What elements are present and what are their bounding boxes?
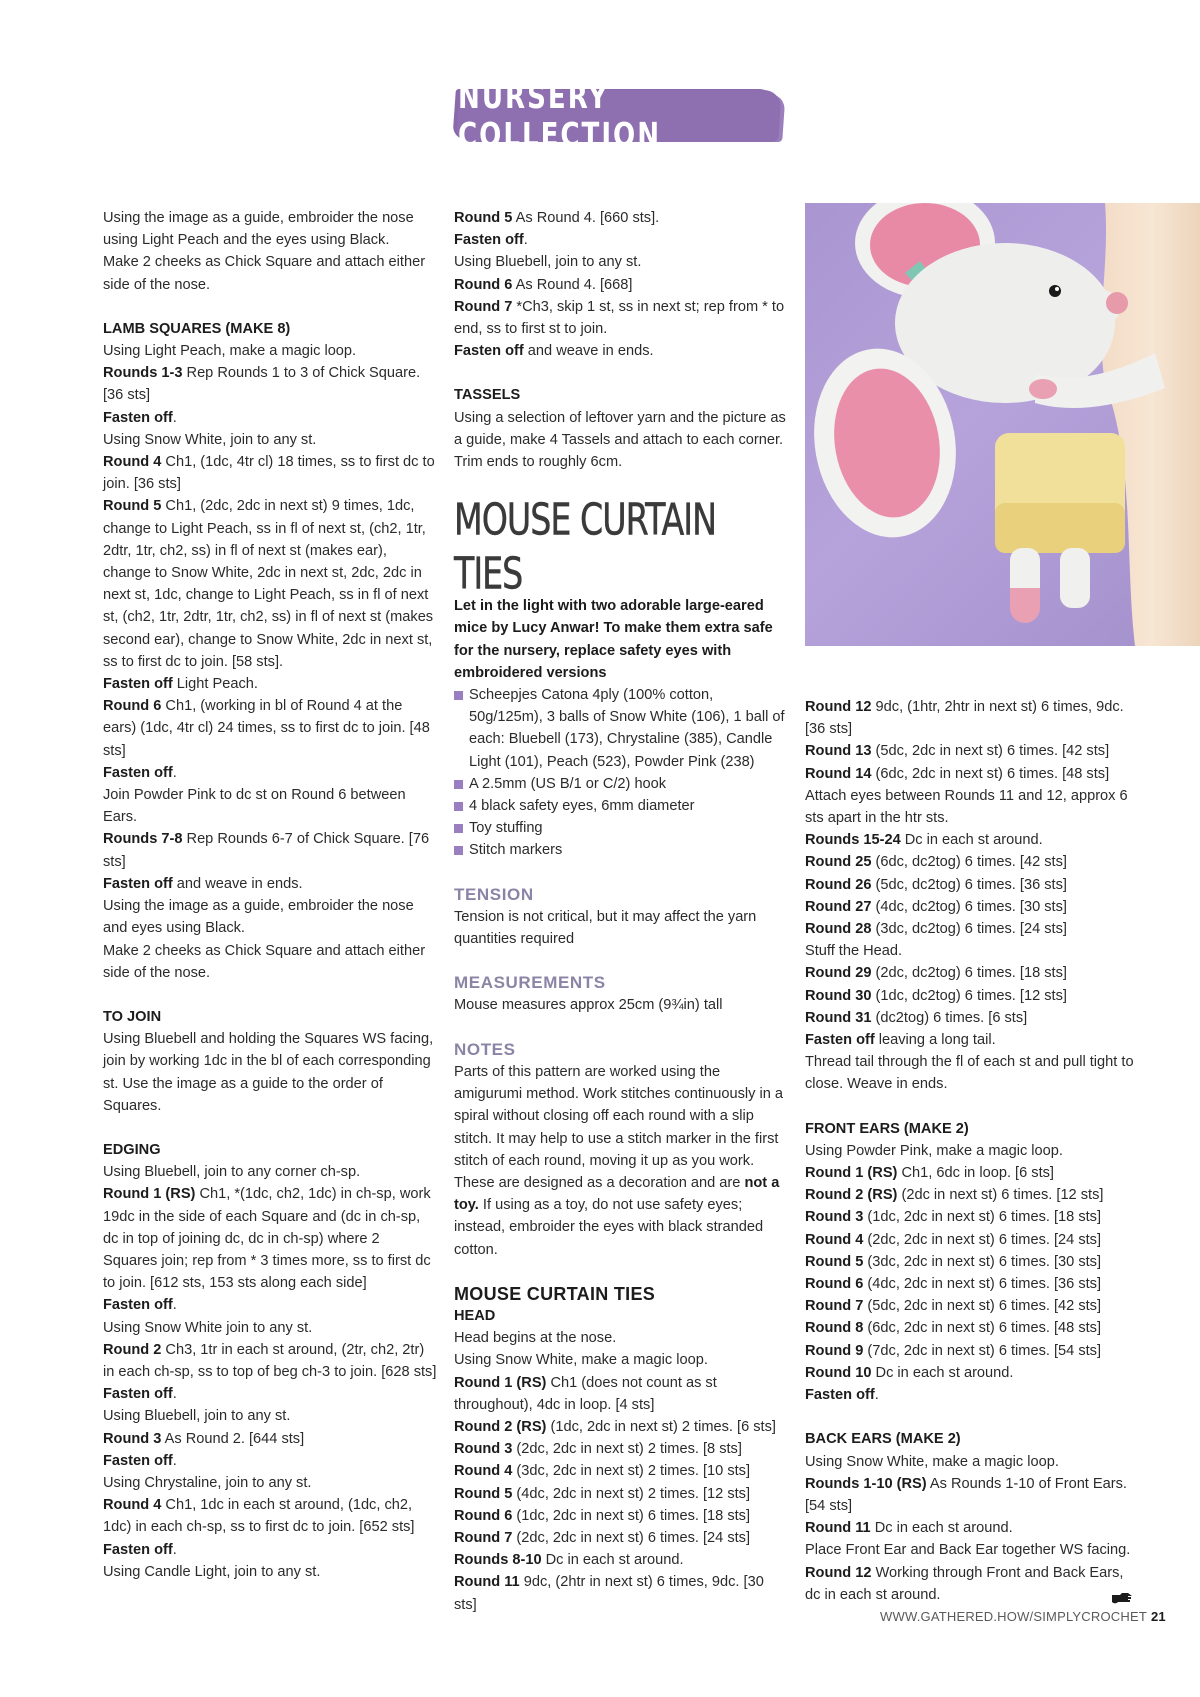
bold-label: Round 1 (RS) — [805, 1165, 898, 1182]
instruction — [805, 829, 1140, 851]
instruction — [805, 1029, 1140, 1051]
instruction — [805, 1317, 1140, 1339]
text-span: (1dc, 2dc in next st) 6 times. [18 sts] — [863, 1209, 1102, 1226]
paragraph: Using Snow White, make a magic loop. — [805, 1453, 1059, 1470]
bold-label: Round 6 — [454, 276, 513, 293]
text-span: As Round 4. [668] — [512, 276, 633, 293]
bold-label: Round 13 — [805, 743, 872, 760]
bold-label: Round 5 — [454, 210, 513, 226]
instruction — [454, 1416, 789, 1438]
text-span: (3dc, dc2tog) 6 times. [24 sts] — [871, 921, 1067, 938]
paragraph: Using Candle Light, join to any st. — [103, 1563, 321, 1580]
bold-label: Round 9 — [805, 1342, 864, 1359]
paragraph — [454, 1061, 789, 1261]
text-span: Dc in each st around. — [871, 1364, 1014, 1381]
instruction — [805, 1340, 1140, 1362]
instruction — [454, 1571, 789, 1615]
instruction — [805, 896, 1140, 918]
paragraph: Using Bluebell, join to any st. — [103, 1408, 291, 1425]
text-span: Rep Rounds 1 to 3 of Chick Square. [36 sts] — [103, 365, 421, 404]
instruction — [454, 229, 789, 251]
instruction — [805, 763, 1140, 785]
page-footer — [880, 1609, 1166, 1624]
text-span: (4dc, dc2tog) 6 times. [30 sts] — [871, 898, 1067, 915]
text-span: leaving a long tail. — [874, 1032, 996, 1049]
section-heading-edging: EDGING — [103, 1141, 161, 1158]
text-span: (2dc in next st) 6 times. [12 sts] — [897, 1187, 1104, 1204]
bold-label: Round 29 — [805, 965, 872, 982]
text-span: (7dc, 2dc in next st) 6 times. [54 sts] — [863, 1342, 1102, 1359]
text-span: Working through Front and Back Ears, dc in each st around. — [805, 1564, 1124, 1603]
bold-label: Round 5 — [454, 1485, 513, 1502]
bold-label: Fasten off — [103, 1452, 173, 1469]
bold-label: Fasten off — [103, 875, 173, 892]
text-span: *Ch3, skip 1 st, ss in next st; rep from * to end, ss to first st to join. — [454, 298, 785, 338]
text-span: Rep Rounds 6-7 of Chick Square. [76 sts] — [103, 831, 430, 870]
bold-label: Round 6 — [805, 1276, 864, 1293]
instruction — [805, 1473, 1140, 1517]
instruction — [805, 918, 1140, 940]
instruction — [805, 1162, 1140, 1184]
instruction — [805, 851, 1140, 873]
text-span: (6dc, 2dc in next st) 6 times. [48 sts] — [863, 1320, 1102, 1337]
text-span: 9dc, (2htr in next st) 6 times, 9dc. [30 sts] — [454, 1574, 764, 1613]
instruction — [103, 762, 438, 784]
instruction — [454, 207, 789, 229]
paragraph: Stuff the Head. — [805, 943, 903, 960]
text-span: Ch1, 1dc in each st around, (1dc, ch2, 1dc) in each ch-sp, ss to first dc to join. [652 sts] — [103, 1497, 415, 1536]
instruction — [805, 1517, 1140, 1539]
text-span: (2dc, dc2tog) 6 times. [18 sts] — [871, 965, 1067, 982]
instruction — [454, 1527, 789, 1549]
text-span: As Round 2. [644 sts] — [161, 1430, 305, 1447]
bold-label: Fasten off — [454, 343, 524, 360]
page-number: 21 — [1150, 1609, 1166, 1624]
bold-label: Round 14 — [805, 765, 872, 782]
bold-label: Rounds 1-3 — [103, 365, 183, 382]
text-span: Dc in each st around. — [541, 1552, 684, 1569]
paragraph: Tension is not critical, but it may affect the yarn quantities required — [454, 908, 757, 948]
paragraph: Thread tail through the fl of each st and pull tight to close. Weave in ends. — [805, 1054, 1134, 1093]
bold-label: Rounds 1-10 (RS) — [805, 1475, 927, 1492]
bold-label: Round 3 — [805, 1209, 864, 1226]
instruction — [805, 1007, 1140, 1029]
text-span: Parts of this pattern are worked using the amigurumi method. Work stitches continuously in a spiral without closing off each round with a slip stitch. It may help to use a stitch marker in the first stitch of each round, moving it up as you work. These are designed as a decoration and are — [454, 1063, 784, 1191]
instruction — [103, 695, 438, 762]
paragraph: Place Front Ear and Back Ear together WS facing. — [805, 1542, 1131, 1559]
bold-label: Round 1 (RS) — [103, 1186, 196, 1203]
text-span: . — [874, 1387, 879, 1404]
text-span: Dc in each st around. — [870, 1520, 1013, 1537]
paragraph: Using Bluebell, join to any corner ch-sp. — [103, 1164, 361, 1181]
instruction — [103, 495, 438, 673]
instruction — [454, 1483, 789, 1505]
text-span: Dc in each st around. — [900, 832, 1043, 849]
text-span: . — [523, 232, 528, 249]
text-span: (4dc, 2dc in next st) 6 times. [36 sts] — [863, 1276, 1102, 1293]
instruction — [103, 1428, 438, 1450]
list-item: A 2.5mm (US B/1 or C/2) hook — [454, 773, 789, 795]
paragraph: Using Bluebell and holding the Squares WS facing, join by working 1dc in the bl of each corresponding st. Use the image as a guide to the order of Squares. — [103, 1031, 434, 1114]
section-heading-tension: TENSION — [454, 884, 534, 904]
bold-label: Fasten off — [103, 764, 173, 781]
section-heading-notes: NOTES — [454, 1039, 516, 1059]
paragraph: Using Bluebell, join to any st. — [454, 254, 642, 271]
bold-label: Rounds 7-8 — [103, 831, 183, 848]
text-span: 9dc, (1htr, 2htr in next st) 6 times, 9dc. [36 sts] — [805, 699, 1124, 738]
text-span: (3dc, 2dc in next st) 6 times. [30 sts] — [863, 1253, 1102, 1270]
instruction — [805, 1273, 1140, 1295]
bold-label: Fasten off — [805, 1387, 875, 1404]
bold-label: Round 3 — [454, 1441, 513, 1458]
text-span: Light Peach. — [172, 676, 258, 693]
bold-label: Round 12 — [805, 1564, 872, 1581]
bold-label: Fasten off — [103, 1297, 173, 1314]
text-span: (3dc, 2dc in next st) 2 times. [10 sts] — [512, 1463, 751, 1480]
bold-label: Round 2 (RS) — [805, 1187, 898, 1204]
text-span: and weave in ends. — [523, 343, 654, 360]
paragraph: Using Light Peach, make a magic loop. — [103, 343, 357, 360]
text-span: (4dc, 2dc in next st) 2 times. [12 sts] — [512, 1485, 751, 1502]
paragraph: Using Chrystaline, join to any st. — [103, 1474, 312, 1491]
column-left — [103, 207, 438, 1583]
text-span: (2dc, 2dc in next st) 6 times. [24 sts] — [512, 1529, 751, 1546]
instruction — [805, 696, 1140, 740]
text-span: Ch1, *(1dc, ch2, 1dc) in ch-sp, work 19dc in the side of each Square and (dc in ch-sp, dc in top of joining dc, dc in ch-sp) where 2 Squares join; rep from * 3 times more, ss to first dc to join. [612 sts, 153 sts along each side] — [103, 1186, 431, 1292]
instruction — [103, 1339, 438, 1383]
bold-label: Round 7 — [805, 1298, 864, 1315]
bold-label: Round 7 — [454, 1529, 513, 1546]
bold-label: Round 1 (RS) — [454, 1374, 547, 1391]
instruction — [103, 873, 438, 895]
instruction — [805, 1295, 1140, 1317]
instruction — [103, 1183, 438, 1294]
paragraph: Head begins at the nose. — [454, 1330, 617, 1347]
bold-label: Round 5 — [103, 498, 162, 515]
paragraph: Using Snow White, join to any st. — [103, 431, 317, 448]
section-banner — [458, 77, 780, 155]
list-item: 4 black safety eyes, 6mm diameter — [454, 795, 789, 817]
instruction — [103, 673, 438, 695]
footer-url: WWW.GATHERED.HOW/SIMPLYCROCHET — [880, 1609, 1147, 1624]
bold-label: Round 11 — [454, 1574, 520, 1591]
text-span: (6dc, 2dc in next st) 6 times. [48 sts] — [871, 765, 1110, 782]
instruction — [805, 1251, 1140, 1273]
bold-label: Round 11 — [805, 1520, 871, 1537]
section-heading-tassels: TASSELS — [454, 387, 521, 404]
paragraph: Using the image as a guide, embroider the nose using Light Peach and the eyes using Black. — [103, 210, 414, 249]
instruction — [805, 1206, 1140, 1228]
instruction — [454, 340, 789, 362]
text-span: (5dc, 2dc in next st) 6 times. [42 sts] — [871, 743, 1110, 760]
list-item: Toy stuffing — [454, 817, 789, 839]
section-heading-measurements: MEASUREMENTS — [454, 973, 606, 993]
text-span: Ch1, (1dc, 4tr cl) 18 times, ss to first dc to join. [36 sts] — [103, 454, 435, 493]
bold-label: Round 4 — [103, 454, 162, 471]
materials-list — [454, 684, 789, 862]
instruction — [805, 962, 1140, 984]
bold-label: Fasten off — [103, 1541, 173, 1558]
bold-label: Round 28 — [805, 921, 872, 938]
bold-label: Round 10 — [805, 1364, 872, 1381]
bold-label: Fasten off — [103, 409, 173, 426]
instruction — [454, 296, 789, 340]
subheading-head: HEAD — [454, 1307, 496, 1324]
section-heading-join: TO JOIN — [103, 1008, 162, 1025]
text-span: . — [172, 1297, 177, 1314]
instruction — [805, 1384, 1140, 1406]
section-heading-lamb: LAMB SQUARES (MAKE 8) — [103, 320, 291, 337]
text-span: (2dc, 2dc in next st) 6 times. [24 sts] — [863, 1231, 1102, 1248]
bold-label: Fasten off — [454, 232, 524, 249]
instruction — [103, 1539, 438, 1561]
instruction — [805, 1562, 1140, 1606]
section-heading-front-ears: FRONT EARS (MAKE 2) — [805, 1120, 969, 1137]
paragraph: Join Powder Pink to dc st on Round 6 between Ears. — [103, 787, 406, 826]
paragraph: Using the image as a guide, embroider the nose and eyes using Black. — [103, 898, 414, 937]
bold-label: Round 6 — [103, 698, 162, 715]
text-span: Ch3, 1tr in each st around, (2tr, ch2, 2tr) in each ch-sp, ss to top of beg ch-3 to join. [628 sts] — [103, 1341, 437, 1380]
text-span: (dc2tog) 6 times. [6 sts] — [871, 1009, 1028, 1026]
text-span: . — [172, 1541, 177, 1558]
instruction — [454, 1372, 789, 1416]
bold-label: Round 6 — [454, 1507, 513, 1524]
instruction — [454, 1549, 789, 1571]
text-span: As Round 4. [660 sts]. — [512, 210, 660, 226]
paragraph: Using Snow White join to any st. — [103, 1319, 313, 1336]
instruction — [454, 1460, 789, 1482]
instruction — [805, 740, 1140, 762]
section-heading-mouse: MOUSE CURTAIN TIES — [454, 1283, 656, 1304]
banner-title: NURSERY COLLECTION — [458, 77, 662, 155]
instruction — [103, 828, 438, 872]
text-span: Ch1, 6dc in loop. [6 sts] — [897, 1165, 1054, 1182]
list-item: Scheepjes Catona 4ply (100% cotton, 50g/125m), 3 balls of Snow White (106), 1 ball of each: Bluebell (173), Chrystaline (385), Candle Light (101), Peach (523), Powder Pink (238) — [454, 684, 789, 773]
bold-label: Round 27 — [805, 898, 872, 915]
bold-label: Round 5 — [805, 1253, 864, 1270]
bold-label: Round 25 — [805, 854, 872, 871]
text-span: . — [172, 409, 177, 426]
instruction — [454, 274, 789, 296]
text-span: . — [172, 1386, 177, 1403]
bold-label: Round 4 — [454, 1463, 513, 1480]
bold-label: Round 31 — [805, 1009, 872, 1026]
paragraph: Attach eyes between Rounds 11 and 12, approx 6 sts apart in the htr sts. — [805, 787, 1128, 827]
column-middle — [454, 207, 789, 1616]
section-heading-back-ears: BACK EARS (MAKE 2) — [805, 1431, 961, 1448]
text-span: (5dc, dc2tog) 6 times. [36 sts] — [871, 876, 1067, 893]
bold-label: Fasten off — [103, 1386, 173, 1403]
paragraph: Make 2 cheeks as Chick Square and attach either side of the nose. — [103, 942, 426, 981]
text-span: (1dc, 2dc in next st) 6 times. [18 sts] — [512, 1507, 751, 1524]
pattern-intro: Let in the light with two adorable large-eared mice by Lucy Anwar! To make them extra safe for the nursery, replace safety eyes with embroidered versions — [454, 598, 773, 681]
text-span: and weave in ends. — [172, 875, 303, 892]
mouse-photo — [805, 203, 1200, 646]
pattern-title: MOUSE CURTAIN TIES — [454, 494, 717, 600]
bold-label: Fasten off — [805, 1032, 875, 1049]
bold-label: Round 7 — [454, 298, 513, 315]
instruction — [103, 407, 438, 429]
instruction — [103, 1494, 438, 1538]
mouse-illustration — [805, 203, 1200, 646]
bold-label: Rounds 8-10 — [454, 1552, 542, 1569]
instruction — [805, 874, 1140, 896]
text-span: If using as a toy, do not use safety eyes; instead, embroider the eyes with black stranded cotton. — [454, 1197, 764, 1258]
paragraph: Using Snow White, make a magic loop. — [454, 1352, 708, 1369]
bold-label: Round 2 (RS) — [454, 1418, 547, 1435]
text-span: (6dc, dc2tog) 6 times. [42 sts] — [871, 854, 1067, 871]
bold-label: Round 3 — [103, 1430, 162, 1447]
bold-label: Round 12 — [805, 699, 872, 715]
bold-label: Round 26 — [805, 876, 872, 893]
text-span: (5dc, 2dc in next st) 6 times. [42 sts] — [863, 1298, 1102, 1315]
bold-label: Rounds 15-24 — [805, 832, 901, 849]
instruction — [103, 362, 438, 406]
text-span: (2dc, 2dc in next st) 2 times. [8 sts] — [512, 1441, 742, 1458]
bold-label: Round 2 — [103, 1341, 162, 1358]
list-item: Stitch markers — [454, 839, 789, 861]
instruction — [103, 1383, 438, 1405]
instruction — [103, 1450, 438, 1472]
instruction — [103, 451, 438, 495]
instruction — [103, 1294, 438, 1316]
paragraph: Using Powder Pink, make a magic loop. — [805, 1142, 1063, 1159]
bold-label: Fasten off — [103, 676, 173, 693]
pointing-hand-icon — [1112, 1592, 1134, 1604]
instruction — [805, 1229, 1140, 1251]
text-span: (1dc, dc2tog) 6 times. [12 sts] — [871, 987, 1067, 1004]
instruction — [454, 1505, 789, 1527]
text-span: . — [172, 1452, 177, 1469]
bold-label: Round 4 — [805, 1231, 864, 1248]
text-span: (1dc, 2dc in next st) 2 times. [6 sts] — [546, 1418, 776, 1435]
paragraph: Make 2 cheeks as Chick Square and attach either side of the nose. — [103, 254, 426, 293]
bold-label: Round 4 — [103, 1497, 162, 1514]
bold-label: Round 8 — [805, 1320, 864, 1337]
text-span: Ch1 (does not count as st throughout), 4dc in loop. [4 sts] — [454, 1374, 717, 1413]
instruction — [805, 985, 1140, 1007]
bold-label: Round 30 — [805, 987, 872, 1004]
paragraph: Mouse measures approx 25cm (9¾in) tall — [454, 997, 723, 1014]
instruction — [454, 1438, 789, 1460]
column-right — [805, 696, 1140, 1606]
text-span: . — [172, 764, 177, 781]
paragraph: Using a selection of leftover yarn and the picture as a guide, make 4 Tassels and attach to each corner. Trim ends to roughly 6cm. — [454, 409, 786, 471]
text-span: Ch1, (2dc, 2dc in next st) 9 times, 1dc, change to Light Peach, ss in fl of next st, (ch2, 1tr, 2dtr, 1tr, ch2, ss) in fl of next st (makes ear), change to Snow White, 2dc in next st, 2dc, 2dc in next st, 1dc, change to Light Peach, ss in fl of next st, (ch2, 1tr, 2dtr, 1tr, ch2, ss) in fl of next st (makes second ear), change to Snow White, 2dc in next st, ss to first dc to join. [58 sts]. — [103, 498, 434, 670]
text-span: Ch1, (working in bl of Round 4 at the ears) (1dc, 4tr cl) 24 times, ss to first dc to join. [48 sts] — [103, 698, 430, 759]
instruction — [805, 1184, 1140, 1206]
bold-label: not a toy. — [454, 1174, 780, 1214]
instruction — [805, 1362, 1140, 1384]
text-span: As Rounds 1-10 of Front Ears. [54 sts] — [805, 1475, 1127, 1514]
